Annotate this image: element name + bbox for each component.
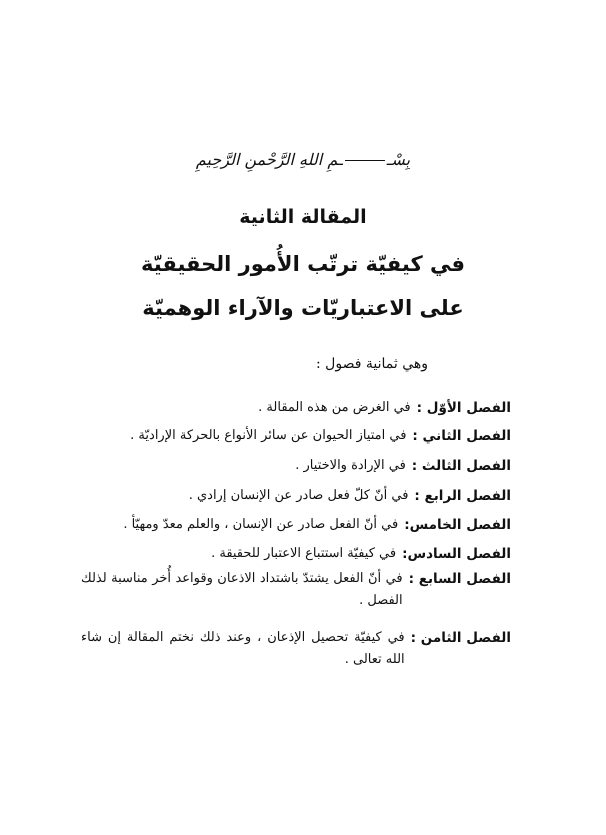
chapter-label: الفصل الأوّل :	[416, 400, 511, 416]
chapter-label: الفصل السادس:	[402, 546, 511, 562]
chapter-row-6	[81, 543, 511, 568]
chapter-row-3	[81, 455, 511, 485]
chapters-intro: وهي ثمانية فصول :	[316, 356, 428, 372]
chapter-label: الفصل السابع :	[408, 571, 511, 587]
basmala-stroke	[345, 160, 385, 161]
chapter-description: في الغرض من هذه المقالة .	[258, 400, 411, 415]
chapter-label: الفصل الرابع :	[414, 488, 511, 504]
basmala-end: ـمِ اللهِ الرَّحْمنِ الرَّحِيمِ	[195, 150, 343, 169]
chapter-row-5	[81, 514, 511, 543]
chapter-description: في أنّ الفعل صادر عن الإنسان ، والعلم معدّ ومهيّأ .	[123, 517, 399, 532]
chapter-label: الفصل الثاني :	[412, 428, 511, 444]
chapter-description: في الإرادة والاختيار .	[295, 458, 406, 473]
chapter-description: في كيفيّة استتباع الاعتبار للحقيقة .	[211, 546, 397, 561]
chapters-list	[81, 397, 511, 687]
chapter-row-7	[81, 568, 511, 627]
chapter-description: في أنّ الفعل يشتدّ باشتداد الاذعان وقواعد أُخر مناسبة لذلك الفصل .	[81, 571, 403, 608]
chapter-row-1	[81, 397, 511, 425]
article-title-line-2: على الاعتباريّات والآراء الوهميّة	[142, 296, 464, 320]
article-number-title: المقالة الثانية	[239, 206, 367, 228]
article-title-line-1: في كيفيّة ترتّب الأُمور الحقيقيّة	[141, 252, 465, 276]
chapter-row-2	[81, 425, 511, 455]
basmala-heading	[0, 150, 606, 169]
chapter-description: في امتياز الحيوان عن سائر الأنواع بالحركة الإراديّة .	[130, 428, 407, 443]
chapter-row-8	[81, 627, 511, 687]
chapter-label: الفصل الخامس:	[404, 517, 511, 533]
chapter-description: في أنّ كلّ فعل صادر عن الإنسان إرادي .	[188, 488, 409, 503]
basmala-start: بِسْـ	[386, 150, 411, 169]
chapter-description: في كيفيّة تحصيل الإذعان ، وعند ذلك نختم المقالة إن شاء الله تعالى .	[81, 630, 405, 667]
chapter-label: الفصل الثالث :	[411, 458, 511, 474]
chapter-label: الفصل الثامن :	[410, 630, 511, 646]
chapter-row-4	[81, 485, 511, 514]
